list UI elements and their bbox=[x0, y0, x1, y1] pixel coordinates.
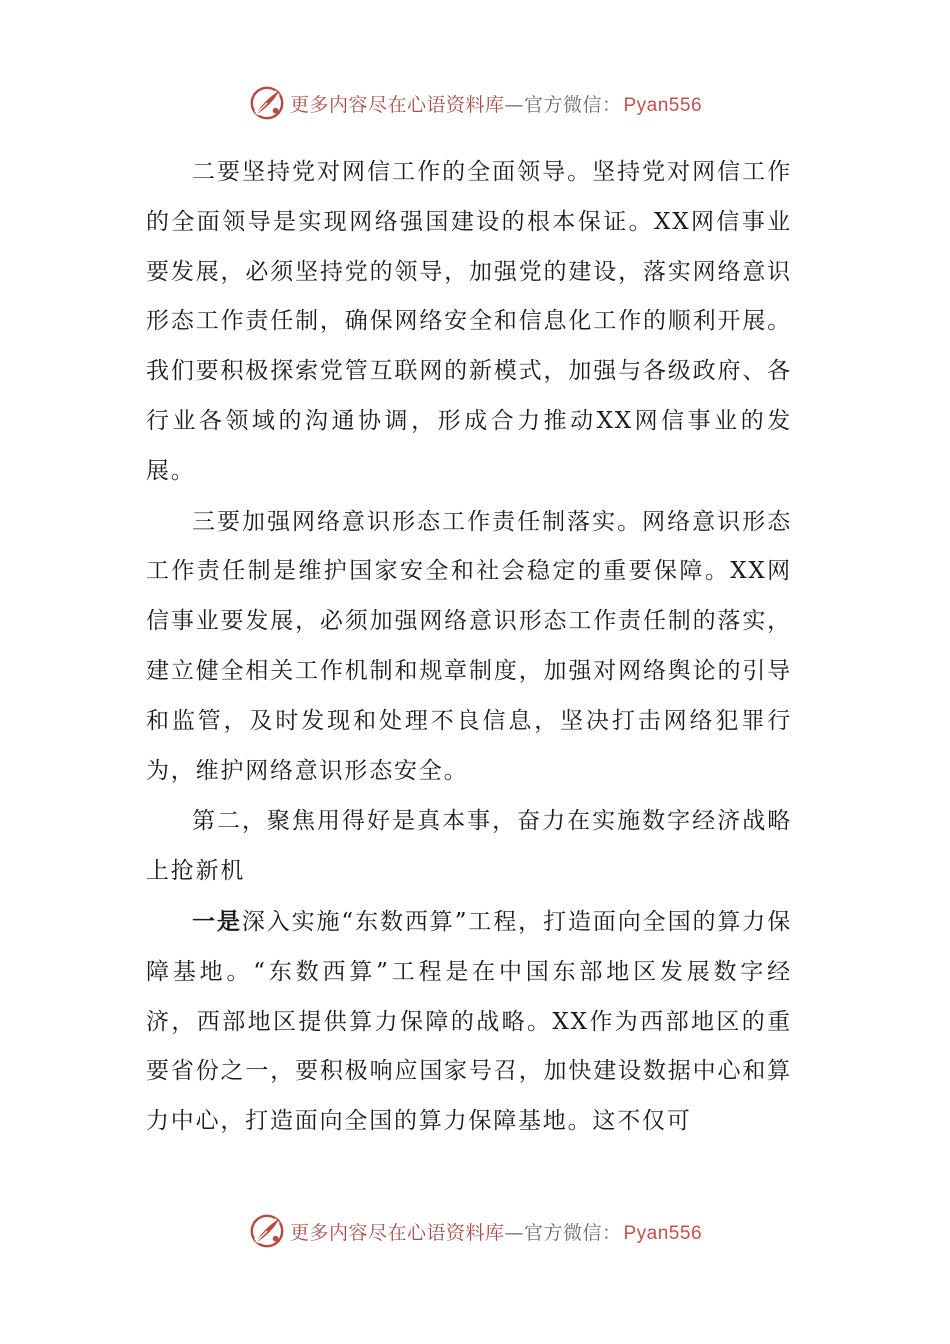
quill-logo-icon bbox=[248, 1212, 286, 1250]
paragraph-1-text: 二要坚持党对网信工作的全面领导。坚持党对网信工作的全面领导是实现网络强国建设的根本保证。XX网信事业要发展，必须坚持党的领导，加强党的建设，落实网络意识形态工作责任制，确保网络安全和信息化工作的顺利开展。我们要积极探索党管互联网的新模式，加强与各级政府、各行业各领域的沟通协调，形成合力推动XX网信事业的发展。 bbox=[146, 159, 792, 484]
quill-logo-icon bbox=[248, 84, 286, 122]
brand-text: 更多内容尽在心语资料库 bbox=[289, 93, 505, 116]
section-heading bbox=[146, 796, 792, 897]
wechat-label: 官方微信： bbox=[523, 93, 622, 116]
brand-dash: — bbox=[504, 93, 524, 116]
paragraph-2-text: 三要加强网络意识形态工作责任制落实。网络意识形态工作责任制是维护国家安全和社会稳定的重要保障。XX网信事业要发展，必须加强网络意识形态工作责任制的落实，建立健全相关工作机制和规章制度，加强对网络舆论的引导和监管，及时发现和处理不良信息，坚决打击网络犯罪行为，维护网络意识形态安全。 bbox=[146, 508, 792, 784]
brand-text: 更多内容尽在心语资料库 bbox=[289, 1221, 505, 1244]
paragraph-4-lead: 一是 bbox=[192, 907, 242, 935]
paragraph-4 bbox=[146, 897, 792, 1147]
footer-watermark bbox=[0, 1211, 950, 1251]
wechat-label: 官方微信： bbox=[523, 1221, 622, 1244]
paragraph-2 bbox=[146, 497, 792, 797]
paragraph-1 bbox=[146, 147, 792, 497]
header-watermark bbox=[0, 83, 950, 123]
document-body bbox=[146, 147, 792, 1147]
brand-dash: — bbox=[504, 1221, 524, 1244]
wechat-id: Pyan556 bbox=[623, 1222, 703, 1244]
paragraph-4-text: 深入实施“东数西算”工程，打造面向全国的算力保障基地。“东数西算”工程是在中国东部地区发展数字经济，西部地区提供算力保障的战略。XX作为西部地区的重要省份之一，要积极响应国家号召，加快建设数据中心和算力中心，打造面向全国的算力保障基地。这不仅可 bbox=[146, 908, 792, 1135]
paragraph-3-text: 第二，聚焦用得好是真本事，奋力在实施数字经济战略上抢新机 bbox=[146, 808, 792, 885]
wechat-id: Pyan556 bbox=[623, 94, 703, 116]
